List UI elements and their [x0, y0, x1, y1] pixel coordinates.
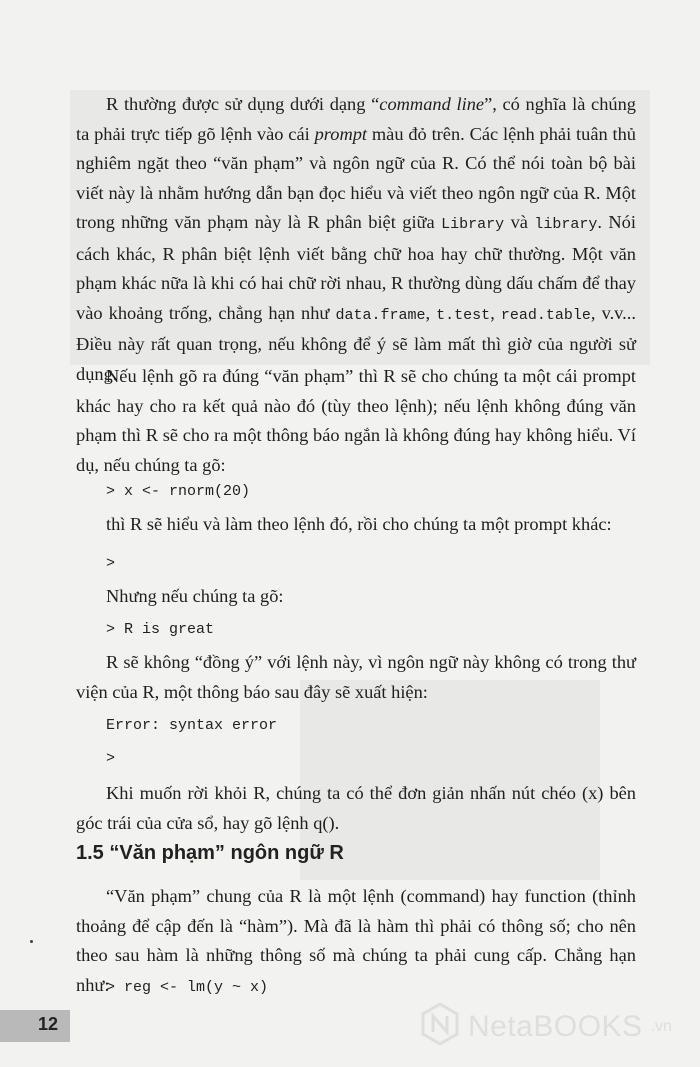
page-number-tab: [0, 1010, 70, 1042]
paragraph-2: Nếu lệnh gõ ra đúng “văn phạm” thì R sẽ cho chúng ta một cái prompt khác hay cho ra kết quả nào đó (tùy theo lệnh); nếu lệnh không đúng văn phạm thì R sẽ cho ra một thông báo ngắn là không đúng hay không hiểu. Ví dụ, nếu chúng ta gõ:: [76, 366, 636, 475]
neta-logo-icon: [420, 1002, 460, 1051]
paragraph-6: Khi muốn rời khỏi R, chúng ta có thể đơn giản nhấn nút chéo (x) bên góc trái của cửa sổ, hay gõ lệnh q().: [76, 783, 636, 833]
code-prompt-2: >: [106, 750, 116, 767]
watermark-brand: NetaBOOKS: [468, 1009, 643, 1043]
code-error-message: Error: syntax error: [106, 717, 278, 734]
paragraph-5: R sẽ không “đồng ý” với lệnh này, vì ngôn ngữ này không có trong thư viện của R, một thông báo sau đây sẽ xuất hiện:: [76, 652, 636, 702]
section-heading: 1.5 “Văn phạm” ngôn ngữ R: [76, 842, 344, 864]
inline-code: Library: [441, 216, 505, 233]
code-prompt: >: [106, 555, 116, 572]
code-example-lm: > reg <- lm(y ~ x): [106, 979, 269, 996]
paragraph-3: thì R sẽ hiểu và làm theo lệnh đó, rồi cho chúng ta một prompt khác:: [106, 514, 612, 534]
inline-code: t.test: [436, 306, 491, 324]
page-number: 12: [38, 1014, 59, 1034]
paragraph-7: “Văn phạm” chung của R là một lệnh (command) hay function (thỉnh thoảng để cập đến là “hàm”). Mà đã là hàm thì phải có thông số; cho nên theo sau hàm là những thông số mà chúng ta phải cung cấp. Chẳng hạn như:: [76, 886, 636, 995]
inline-code: library: [534, 216, 598, 233]
watermark-suffix: .vn: [650, 1017, 672, 1035]
inline-code: data.frame: [335, 306, 426, 324]
watermark: [420, 1002, 672, 1051]
code-example-r-is-great: > R is great: [106, 621, 215, 638]
code-example-rnorm: > x <- rnorm(20): [106, 483, 251, 500]
paragraph-4: Nhưng nếu chúng ta gõ:: [106, 586, 284, 606]
stray-mark: [30, 940, 33, 943]
paragraph-1: R thường được sử dụng dưới dạng “command line”, có nghĩa là chúng ta phải trực tiếp gõ lệnh vào cái prompt màu đỏ trên. Các lệnh phải tuân thủ nghiêm ngặt theo “văn phạm” và ngôn ngữ của R. Có thể nói toàn bộ bài viết này là nhằm hướng dẫn bạn đọc hiểu và viết theo ngôn ngữ của R. Một trong những văn phạm này là R phân biệt giữa Library và library. Nói cách khác, R phân biệt lệnh viết bằng chữ hoa hay chữ thường. Một văn phạm khác nữa là khi có hai chữ rời nhau, R thường dùng dấu chấm để thay vào khoảng trống, chẳng hạn như data.frame, t.test, read.table, v.v... Điều này rất quan trọng, nếu không để ý sẽ làm mất thì giờ của người sử dụng.: [76, 94, 637, 384]
inline-code: read.table: [500, 306, 591, 324]
